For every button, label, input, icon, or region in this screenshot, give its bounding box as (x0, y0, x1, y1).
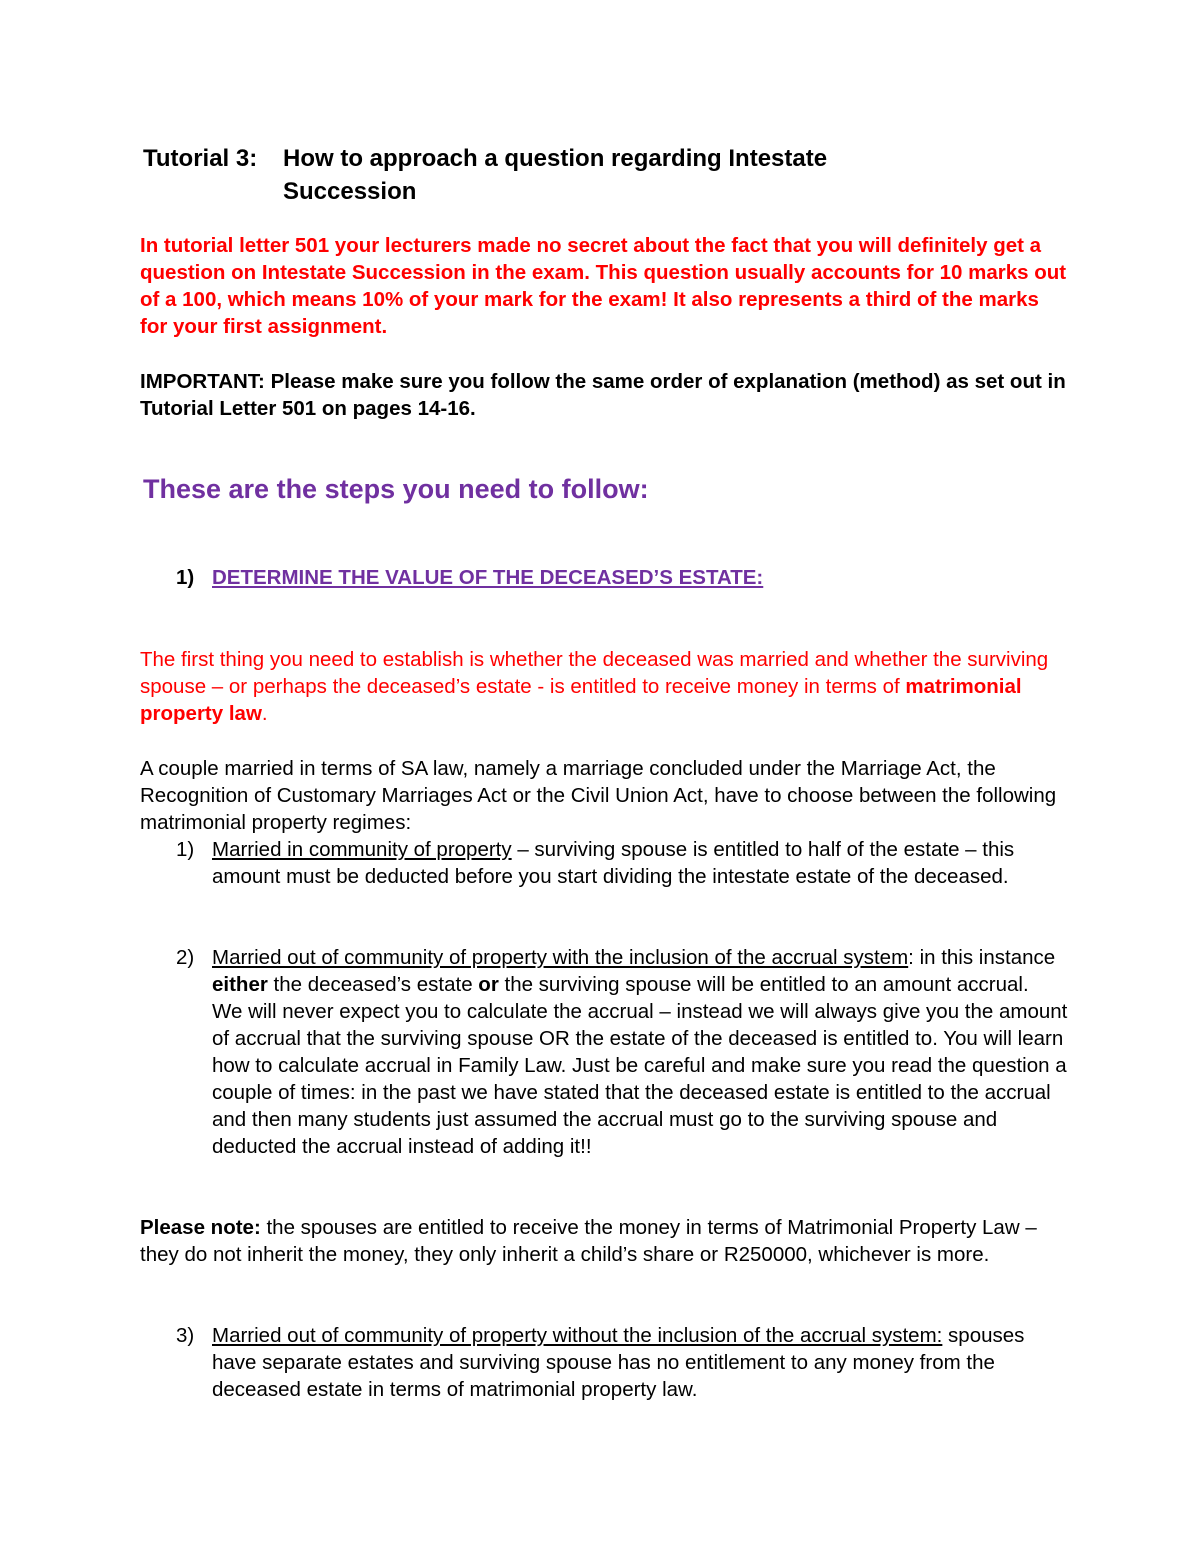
title-line-2: Succession (283, 178, 417, 205)
regime-3-number: 3) (176, 1324, 195, 1347)
regime-1-heading: Married in community of property (212, 838, 512, 861)
step-1-title: DETERMINE THE VALUE OF THE DECEASED’S ESTATE: (212, 566, 764, 589)
first-thing-paragraph (140, 646, 1070, 727)
regime-1-text: – surviving spouse is entitled to half of the estate – this amount must be deducted before you start dividing the intestate estate of the deceased. (212, 838, 1015, 888)
regime-2-paragraph-2: We will never expect you to calculate the accrual – instead we will always give you the amount of accrual that the surviving spouse OR the estate of the deceased is entitled to. You will learn how to calculate accrual in Family Law. Just be careful and make sure you read the question a couple of times: in the past we have stated that the deceased estate is entitled to the accrual and then many students just assumed the accrual must go to the surviving spouse and deducted the accrual instead of adding it!! (212, 1000, 1068, 1158)
document-title (143, 142, 827, 208)
important-paragraph: IMPORTANT: Please make sure you follow the same order of explanation (method) as set out in Tutorial Letter 501 on pages 14-16. (140, 370, 1066, 420)
regime-2-heading: Married out of community of property with the inclusion of the accrual system (212, 946, 909, 969)
regime-list-item-1 (140, 836, 1070, 890)
steps-heading: These are the steps you need to follow: (143, 474, 649, 504)
regime-2-either: either (212, 973, 268, 996)
regime-2-or: or (478, 973, 499, 996)
regime-list-item-2 (140, 944, 1070, 1160)
regime-1-number: 1) (176, 838, 195, 861)
title-line-1: How to approach a question regarding Intestate (283, 145, 828, 172)
first-thing-end: . (261, 702, 268, 725)
step-1-number: 1) (176, 566, 195, 589)
regime-2-text-c: the surviving spouse will be entitled to an amount accrual. (498, 973, 1029, 996)
please-note-text: the spouses are entitled to receive the money in terms of Matrimonial Property Law – they do not inherit the money, they only inherit a child’s share or R250000, whichever is more. (140, 1216, 1037, 1266)
step-1-heading (176, 564, 763, 591)
regime-3-heading: Married out of community of property without the inclusion of the accrual system: (212, 1324, 943, 1347)
title-label: Tutorial 3: (143, 145, 258, 172)
regime-2-text-b: the deceased’s estate (267, 973, 479, 996)
first-thing-text: The first thing you need to establish is whether the deceased was married and whether the surviving spouse – or perhaps the deceased’s estate - is entitled to receive money in terms of (140, 648, 1049, 698)
regime-2-text-a: : in this instance (908, 946, 1056, 969)
please-note-label: Please note: (140, 1216, 261, 1239)
please-note-paragraph (140, 1214, 1070, 1268)
regime-3-text: spouses have separate estates and surviving spouse has no entitlement to any money from the deceased estate in terms of matrimonial property law. (212, 1324, 1025, 1401)
regime-list-item-3 (140, 1322, 1070, 1403)
couple-paragraph: A couple married in terms of SA law, namely a marriage concluded under the Marriage Act, the Recognition of Customary Marriages Act or the Civil Union Act, have to choose between the following matrimonial property regimes: (140, 757, 1057, 834)
intro-paragraph: In tutorial letter 501 your lecturers made no secret about the fact that you will definitely get a question on Intestate Succession in the exam. This question usually accounts for 10 marks out of a 100, which means 10% of your mark for the exam! It also represents a third of the marks for your first assignment. (140, 234, 1067, 338)
matrimonial-property-law-term: matrimonial property law (140, 675, 1022, 725)
regime-2-number: 2) (176, 946, 195, 969)
